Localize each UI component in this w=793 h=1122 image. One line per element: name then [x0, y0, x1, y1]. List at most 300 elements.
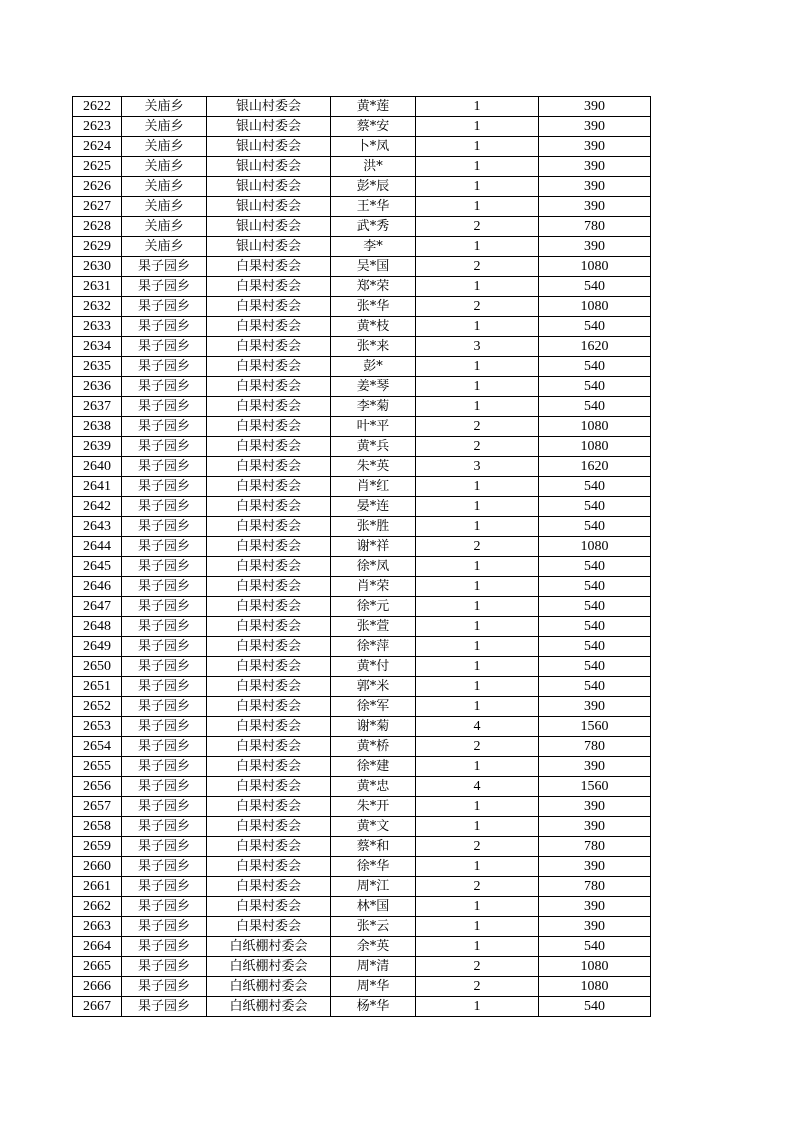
village-committee-cell: 白果村委会: [207, 557, 331, 577]
name-cell: 郑*荣: [331, 277, 416, 297]
township-cell: 果子园乡: [122, 257, 207, 277]
table-row: [73, 997, 651, 1017]
table-row: [73, 757, 651, 777]
row-number-cell: 2650: [73, 657, 122, 677]
village-committee-cell: 白果村委会: [207, 657, 331, 677]
name-cell: 晏*连: [331, 497, 416, 517]
village-committee-cell: 白果村委会: [207, 617, 331, 637]
amount-cell: 540: [539, 377, 651, 397]
row-number-cell: 2648: [73, 617, 122, 637]
village-committee-cell: 白果村委会: [207, 817, 331, 837]
table-row: [73, 457, 651, 477]
township-cell: 果子园乡: [122, 897, 207, 917]
row-number-cell: 2641: [73, 477, 122, 497]
name-cell: 黄*兵: [331, 437, 416, 457]
row-number-cell: 2626: [73, 177, 122, 197]
table-row: [73, 277, 651, 297]
amount-cell: 1080: [539, 537, 651, 557]
count-cell: 2: [416, 257, 539, 277]
amount-cell: 390: [539, 157, 651, 177]
count-cell: 2: [416, 957, 539, 977]
name-cell: 蔡*安: [331, 117, 416, 137]
table-row: [73, 897, 651, 917]
township-cell: 果子园乡: [122, 397, 207, 417]
table-row: [73, 237, 651, 257]
count-cell: 1: [416, 157, 539, 177]
township-cell: 果子园乡: [122, 957, 207, 977]
row-number-cell: 2640: [73, 457, 122, 477]
row-number-cell: 2649: [73, 637, 122, 657]
name-cell: 谢*菊: [331, 717, 416, 737]
amount-cell: 1560: [539, 777, 651, 797]
amount-cell: 780: [539, 877, 651, 897]
row-number-cell: 2667: [73, 997, 122, 1017]
township-cell: 果子园乡: [122, 277, 207, 297]
table-row: [73, 377, 651, 397]
amount-cell: 780: [539, 737, 651, 757]
count-cell: 1: [416, 797, 539, 817]
name-cell: 彭*: [331, 357, 416, 377]
name-cell: 黄*莲: [331, 97, 416, 117]
row-number-cell: 2666: [73, 977, 122, 997]
count-cell: 1: [416, 497, 539, 517]
township-cell: 果子园乡: [122, 657, 207, 677]
township-cell: 果子园乡: [122, 817, 207, 837]
amount-cell: 390: [539, 897, 651, 917]
count-cell: 1: [416, 117, 539, 137]
table-row: [73, 257, 651, 277]
name-cell: 周*清: [331, 957, 416, 977]
count-cell: 2: [416, 217, 539, 237]
table-row: [73, 857, 651, 877]
village-committee-cell: 白果村委会: [207, 577, 331, 597]
amount-cell: 390: [539, 817, 651, 837]
village-committee-cell: 银山村委会: [207, 97, 331, 117]
village-committee-cell: 白果村委会: [207, 417, 331, 437]
count-cell: 1: [416, 697, 539, 717]
row-number-cell: 2628: [73, 217, 122, 237]
row-number-cell: 2638: [73, 417, 122, 437]
township-cell: 果子园乡: [122, 777, 207, 797]
count-cell: 2: [416, 537, 539, 557]
village-committee-cell: 白果村委会: [207, 897, 331, 917]
count-cell: 1: [416, 397, 539, 417]
village-committee-cell: 白果村委会: [207, 757, 331, 777]
name-cell: 叶*平: [331, 417, 416, 437]
count-cell: 1: [416, 917, 539, 937]
amount-cell: 1080: [539, 977, 651, 997]
name-cell: 李*: [331, 237, 416, 257]
row-number-cell: 2627: [73, 197, 122, 217]
village-committee-cell: 银山村委会: [207, 157, 331, 177]
amount-cell: 540: [539, 357, 651, 377]
name-cell: 朱*英: [331, 457, 416, 477]
row-number-cell: 2652: [73, 697, 122, 717]
township-cell: 果子园乡: [122, 477, 207, 497]
name-cell: 谢*祥: [331, 537, 416, 557]
table-row: [73, 197, 651, 217]
village-committee-cell: 白果村委会: [207, 797, 331, 817]
count-cell: 4: [416, 717, 539, 737]
row-number-cell: 2654: [73, 737, 122, 757]
village-committee-cell: 白纸棚村委会: [207, 977, 331, 997]
row-number-cell: 2645: [73, 557, 122, 577]
count-cell: 1: [416, 517, 539, 537]
row-number-cell: 2662: [73, 897, 122, 917]
roster-table-body: [73, 97, 651, 1017]
township-cell: 关庙乡: [122, 177, 207, 197]
amount-cell: 390: [539, 97, 651, 117]
row-number-cell: 2642: [73, 497, 122, 517]
village-committee-cell: 白纸棚村委会: [207, 957, 331, 977]
count-cell: 1: [416, 817, 539, 837]
name-cell: 徐*萍: [331, 637, 416, 657]
village-committee-cell: 白果村委会: [207, 337, 331, 357]
village-committee-cell: 白果村委会: [207, 277, 331, 297]
township-cell: 果子园乡: [122, 917, 207, 937]
village-committee-cell: 银山村委会: [207, 237, 331, 257]
amount-cell: 390: [539, 917, 651, 937]
table-row: [73, 737, 651, 757]
village-committee-cell: 白果村委会: [207, 637, 331, 657]
count-cell: 1: [416, 617, 539, 637]
name-cell: 周*江: [331, 877, 416, 897]
table-row: [73, 157, 651, 177]
township-cell: 关庙乡: [122, 217, 207, 237]
row-number-cell: 2663: [73, 917, 122, 937]
township-cell: 果子园乡: [122, 837, 207, 857]
table-row: [73, 677, 651, 697]
amount-cell: 540: [539, 997, 651, 1017]
township-cell: 关庙乡: [122, 117, 207, 137]
table-row: [73, 657, 651, 677]
village-committee-cell: 白果村委会: [207, 777, 331, 797]
amount-cell: 390: [539, 197, 651, 217]
table-row: [73, 837, 651, 857]
table-row: [73, 557, 651, 577]
village-committee-cell: 白果村委会: [207, 257, 331, 277]
row-number-cell: 2665: [73, 957, 122, 977]
amount-cell: 540: [539, 497, 651, 517]
name-cell: 吴*国: [331, 257, 416, 277]
name-cell: 林*国: [331, 897, 416, 917]
count-cell: 1: [416, 677, 539, 697]
name-cell: 张*胜: [331, 517, 416, 537]
name-cell: 张*云: [331, 917, 416, 937]
table-row: [73, 137, 651, 157]
table-row: [73, 337, 651, 357]
row-number-cell: 2630: [73, 257, 122, 277]
row-number-cell: 2639: [73, 437, 122, 457]
table-row: [73, 577, 651, 597]
village-committee-cell: 白果村委会: [207, 857, 331, 877]
count-cell: 1: [416, 937, 539, 957]
amount-cell: 540: [539, 657, 651, 677]
row-number-cell: 2624: [73, 137, 122, 157]
table-row: [73, 357, 651, 377]
amount-cell: 390: [539, 857, 651, 877]
name-cell: 洪*: [331, 157, 416, 177]
table-row: [73, 917, 651, 937]
row-number-cell: 2631: [73, 277, 122, 297]
row-number-cell: 2661: [73, 877, 122, 897]
row-number-cell: 2646: [73, 577, 122, 597]
township-cell: 果子园乡: [122, 877, 207, 897]
count-cell: 1: [416, 597, 539, 617]
count-cell: 1: [416, 317, 539, 337]
count-cell: 2: [416, 877, 539, 897]
row-number-cell: 2644: [73, 537, 122, 557]
township-cell: 果子园乡: [122, 997, 207, 1017]
village-committee-cell: 白果村委会: [207, 537, 331, 557]
table-row: [73, 437, 651, 457]
roster-table: [72, 96, 651, 1017]
count-cell: 2: [416, 297, 539, 317]
count-cell: 1: [416, 277, 539, 297]
township-cell: 果子园乡: [122, 597, 207, 617]
table-row: [73, 777, 651, 797]
table-row: [73, 977, 651, 997]
row-number-cell: 2622: [73, 97, 122, 117]
amount-cell: 390: [539, 177, 651, 197]
count-cell: 1: [416, 377, 539, 397]
name-cell: 李*菊: [331, 397, 416, 417]
village-committee-cell: 白果村委会: [207, 697, 331, 717]
count-cell: 3: [416, 337, 539, 357]
row-number-cell: 2632: [73, 297, 122, 317]
village-committee-cell: 白果村委会: [207, 457, 331, 477]
name-cell: 徐*军: [331, 697, 416, 717]
count-cell: 1: [416, 197, 539, 217]
table-row: [73, 477, 651, 497]
name-cell: 周*华: [331, 977, 416, 997]
village-committee-cell: 白果村委会: [207, 357, 331, 377]
table-row: [73, 517, 651, 537]
township-cell: 果子园乡: [122, 457, 207, 477]
amount-cell: 540: [539, 517, 651, 537]
name-cell: 黄*桥: [331, 737, 416, 757]
count-cell: 2: [416, 737, 539, 757]
amount-cell: 1080: [539, 437, 651, 457]
township-cell: 果子园乡: [122, 937, 207, 957]
name-cell: 黄*文: [331, 817, 416, 837]
count-cell: 1: [416, 577, 539, 597]
table-row: [73, 637, 651, 657]
township-cell: 果子园乡: [122, 517, 207, 537]
village-committee-cell: 银山村委会: [207, 177, 331, 197]
amount-cell: 540: [539, 937, 651, 957]
table-row: [73, 497, 651, 517]
village-committee-cell: 白纸棚村委会: [207, 997, 331, 1017]
township-cell: 果子园乡: [122, 437, 207, 457]
name-cell: 徐*建: [331, 757, 416, 777]
amount-cell: 780: [539, 217, 651, 237]
village-committee-cell: 白果村委会: [207, 437, 331, 457]
village-committee-cell: 白果村委会: [207, 917, 331, 937]
township-cell: 果子园乡: [122, 537, 207, 557]
count-cell: 1: [416, 557, 539, 577]
count-cell: 1: [416, 897, 539, 917]
name-cell: 卜*凤: [331, 137, 416, 157]
township-cell: 关庙乡: [122, 197, 207, 217]
name-cell: 余*英: [331, 937, 416, 957]
township-cell: 果子园乡: [122, 717, 207, 737]
count-cell: 1: [416, 657, 539, 677]
row-number-cell: 2651: [73, 677, 122, 697]
township-cell: 果子园乡: [122, 797, 207, 817]
name-cell: 肖*荣: [331, 577, 416, 597]
amount-cell: 540: [539, 317, 651, 337]
village-committee-cell: 银山村委会: [207, 217, 331, 237]
row-number-cell: 2657: [73, 797, 122, 817]
village-committee-cell: 白果村委会: [207, 677, 331, 697]
row-number-cell: 2658: [73, 817, 122, 837]
village-committee-cell: 白果村委会: [207, 317, 331, 337]
table-row: [73, 177, 651, 197]
village-committee-cell: 白果村委会: [207, 717, 331, 737]
township-cell: 果子园乡: [122, 337, 207, 357]
amount-cell: 540: [539, 277, 651, 297]
count-cell: 1: [416, 137, 539, 157]
village-committee-cell: 银山村委会: [207, 117, 331, 137]
township-cell: 果子园乡: [122, 317, 207, 337]
row-number-cell: 2660: [73, 857, 122, 877]
count-cell: 1: [416, 997, 539, 1017]
table-row: [73, 397, 651, 417]
village-committee-cell: 银山村委会: [207, 197, 331, 217]
row-number-cell: 2634: [73, 337, 122, 357]
township-cell: 果子园乡: [122, 977, 207, 997]
row-number-cell: 2629: [73, 237, 122, 257]
amount-cell: 390: [539, 757, 651, 777]
township-cell: 关庙乡: [122, 237, 207, 257]
count-cell: 1: [416, 177, 539, 197]
row-number-cell: 2659: [73, 837, 122, 857]
village-committee-cell: 白果村委会: [207, 397, 331, 417]
row-number-cell: 2647: [73, 597, 122, 617]
amount-cell: 1080: [539, 957, 651, 977]
name-cell: 张*来: [331, 337, 416, 357]
amount-cell: 390: [539, 117, 651, 137]
amount-cell: 540: [539, 557, 651, 577]
count-cell: 3: [416, 457, 539, 477]
table-row: [73, 817, 651, 837]
township-cell: 果子园乡: [122, 557, 207, 577]
count-cell: 1: [416, 857, 539, 877]
name-cell: 徐*元: [331, 597, 416, 617]
count-cell: 2: [416, 977, 539, 997]
table-row: [73, 957, 651, 977]
township-cell: 果子园乡: [122, 617, 207, 637]
table-row: [73, 877, 651, 897]
amount-cell: 390: [539, 237, 651, 257]
count-cell: 1: [416, 97, 539, 117]
name-cell: 黄*枝: [331, 317, 416, 337]
row-number-cell: 2623: [73, 117, 122, 137]
amount-cell: 390: [539, 797, 651, 817]
row-number-cell: 2636: [73, 377, 122, 397]
table-row: [73, 537, 651, 557]
table-row: [73, 697, 651, 717]
row-number-cell: 2637: [73, 397, 122, 417]
amount-cell: 390: [539, 137, 651, 157]
village-committee-cell: 银山村委会: [207, 137, 331, 157]
township-cell: 果子园乡: [122, 417, 207, 437]
name-cell: 张*萱: [331, 617, 416, 637]
table-row: [73, 217, 651, 237]
amount-cell: 1560: [539, 717, 651, 737]
count-cell: 1: [416, 237, 539, 257]
name-cell: 郭*米: [331, 677, 416, 697]
township-cell: 果子园乡: [122, 637, 207, 657]
township-cell: 果子园乡: [122, 677, 207, 697]
count-cell: 1: [416, 477, 539, 497]
count-cell: 1: [416, 637, 539, 657]
village-committee-cell: 白果村委会: [207, 377, 331, 397]
count-cell: 1: [416, 357, 539, 377]
amount-cell: 540: [539, 577, 651, 597]
count-cell: 2: [416, 837, 539, 857]
name-cell: 姜*琴: [331, 377, 416, 397]
row-number-cell: 2656: [73, 777, 122, 797]
township-cell: 果子园乡: [122, 297, 207, 317]
row-number-cell: 2655: [73, 757, 122, 777]
name-cell: 武*秀: [331, 217, 416, 237]
township-cell: 果子园乡: [122, 697, 207, 717]
amount-cell: 1080: [539, 257, 651, 277]
name-cell: 徐*凤: [331, 557, 416, 577]
amount-cell: 1620: [539, 337, 651, 357]
table-row: [73, 417, 651, 437]
table-row: [73, 97, 651, 117]
name-cell: 徐*华: [331, 857, 416, 877]
amount-cell: 1080: [539, 417, 651, 437]
count-cell: 2: [416, 437, 539, 457]
village-committee-cell: 白纸棚村委会: [207, 937, 331, 957]
amount-cell: 540: [539, 477, 651, 497]
row-number-cell: 2653: [73, 717, 122, 737]
township-cell: 果子园乡: [122, 357, 207, 377]
table-row: [73, 937, 651, 957]
amount-cell: 540: [539, 617, 651, 637]
township-cell: 果子园乡: [122, 377, 207, 397]
amount-cell: 1080: [539, 297, 651, 317]
amount-cell: 1620: [539, 457, 651, 477]
village-committee-cell: 白果村委会: [207, 517, 331, 537]
row-number-cell: 2664: [73, 937, 122, 957]
count-cell: 4: [416, 777, 539, 797]
amount-cell: 540: [539, 597, 651, 617]
amount-cell: 540: [539, 397, 651, 417]
row-number-cell: 2643: [73, 517, 122, 537]
village-committee-cell: 白果村委会: [207, 297, 331, 317]
township-cell: 关庙乡: [122, 97, 207, 117]
township-cell: 果子园乡: [122, 577, 207, 597]
table-row: [73, 117, 651, 137]
village-committee-cell: 白果村委会: [207, 737, 331, 757]
count-cell: 1: [416, 757, 539, 777]
count-cell: 2: [416, 417, 539, 437]
village-committee-cell: 白果村委会: [207, 497, 331, 517]
amount-cell: 780: [539, 837, 651, 857]
table-row: [73, 717, 651, 737]
row-number-cell: 2635: [73, 357, 122, 377]
township-cell: 果子园乡: [122, 497, 207, 517]
name-cell: 王*华: [331, 197, 416, 217]
table-row: [73, 317, 651, 337]
row-number-cell: 2633: [73, 317, 122, 337]
row-number-cell: 2625: [73, 157, 122, 177]
